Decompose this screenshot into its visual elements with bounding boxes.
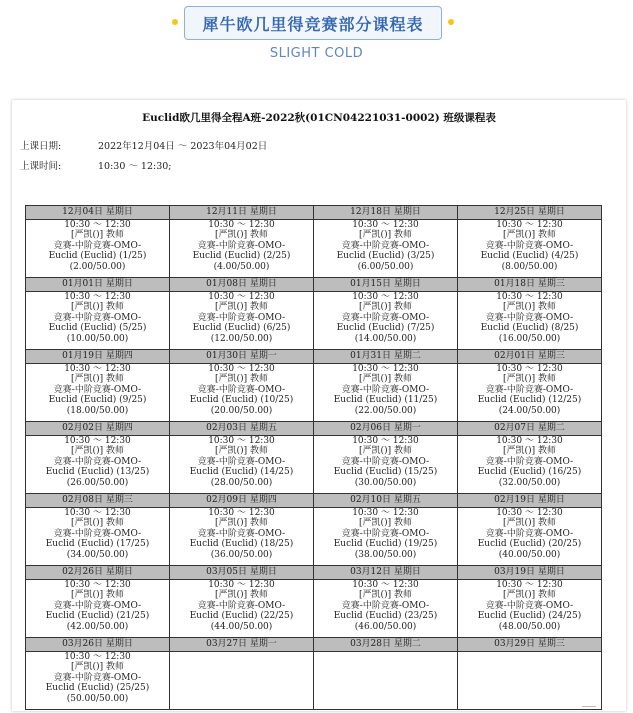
session-teacher: [严凯()] 教师 bbox=[215, 230, 268, 241]
date-header-cell: 03月29日 星期三 bbox=[458, 638, 602, 652]
session-course: 竞赛-中阶竞赛-OMO- bbox=[53, 240, 142, 251]
session-hours: (8.00/50.00) bbox=[501, 261, 558, 272]
session-lesson: Euclid (Euclid) (16/25) bbox=[477, 467, 582, 478]
session-teacher: [严凯()] 教师 bbox=[503, 590, 556, 601]
session-cell bbox=[26, 220, 170, 278]
session-hours: (6.00/50.00) bbox=[357, 261, 414, 272]
session-time: 10:30 ～ 12:30 bbox=[64, 436, 131, 446]
session-lesson: Euclid (Euclid) (22/25) bbox=[189, 611, 294, 622]
session-course: 竞赛-中阶竞赛-OMO- bbox=[53, 672, 142, 683]
session-cell bbox=[314, 580, 458, 638]
date-header-cell: 03月05日 星期日 bbox=[170, 566, 314, 580]
session-teacher: [严凯()] 教师 bbox=[215, 446, 268, 457]
session-time: 10:30 ～ 12:30 bbox=[496, 436, 563, 446]
session-hours: (46.00/50.00) bbox=[354, 621, 417, 632]
session-row bbox=[26, 292, 602, 350]
session-time: 10:30 ～ 12:30 bbox=[64, 220, 131, 230]
session-cell bbox=[170, 436, 314, 494]
session-cell bbox=[458, 364, 602, 422]
session-lesson: Euclid (Euclid) (25/25) bbox=[45, 683, 150, 694]
date-header-cell: 03月26日 星期日 bbox=[26, 638, 170, 652]
session-course: 竞赛-中阶竞赛-OMO- bbox=[53, 528, 142, 539]
session-time: 10:30 ～ 12:30 bbox=[208, 292, 275, 302]
date-header-cell: 01月31日 星期二 bbox=[314, 350, 458, 364]
date-value: 2022年12月04日 ～ 2023年04月02日 bbox=[98, 141, 268, 152]
time-label: 上课时间: bbox=[20, 161, 62, 172]
session-teacher: [严凯()] 教师 bbox=[503, 230, 556, 241]
session-lesson: Euclid (Euclid) (21/25) bbox=[45, 611, 150, 622]
session-cell bbox=[458, 220, 602, 278]
date-header-row bbox=[26, 206, 602, 220]
session-time: 10:30 ～ 12:30 bbox=[64, 508, 131, 518]
session-cell bbox=[314, 508, 458, 566]
session-time: 10:30 ～ 12:30 bbox=[64, 364, 131, 374]
session-course: 竞赛-中阶竞赛-OMO- bbox=[485, 528, 574, 539]
session-lesson: Euclid (Euclid) (20/25) bbox=[477, 539, 582, 550]
session-course: 竞赛-中阶竞赛-OMO- bbox=[341, 528, 430, 539]
session-hours: (38.00/50.00) bbox=[354, 549, 417, 560]
date-header-cell: 02月10日 星期五 bbox=[314, 494, 458, 508]
session-hours: (36.00/50.00) bbox=[210, 549, 273, 560]
session-hours: (20.00/50.00) bbox=[210, 405, 273, 416]
session-course: 竞赛-中阶竞赛-OMO- bbox=[53, 312, 142, 323]
session-hours: (32.00/50.00) bbox=[498, 477, 561, 488]
session-teacher: [严凯()] 教师 bbox=[503, 446, 556, 457]
session-teacher: [严凯()] 教师 bbox=[71, 518, 124, 529]
session-cell bbox=[26, 508, 170, 566]
date-header-row bbox=[26, 494, 602, 508]
session-teacher: [严凯()] 教师 bbox=[215, 302, 268, 313]
page-title: 犀牛欧几里得竞赛部分课程表 bbox=[184, 6, 442, 40]
date-range-row bbox=[20, 138, 267, 152]
session-cell bbox=[314, 436, 458, 494]
session-hours: (24.00/50.00) bbox=[498, 405, 561, 416]
session-course: 竞赛-中阶竞赛-OMO- bbox=[485, 600, 574, 611]
session-lesson: Euclid (Euclid) (9/25) bbox=[48, 395, 147, 406]
session-teacher: [严凯()] 教师 bbox=[359, 446, 412, 457]
session-hours: (12.00/50.00) bbox=[210, 333, 273, 344]
session-hours: (50.00/50.00) bbox=[66, 693, 129, 704]
session-time: 10:30 ～ 12:30 bbox=[496, 364, 563, 374]
session-teacher: [严凯()] 教师 bbox=[503, 518, 556, 529]
session-row bbox=[26, 364, 602, 422]
session-row bbox=[26, 508, 602, 566]
session-time: 10:30 ～ 12:30 bbox=[208, 220, 275, 230]
session-course: 竞赛-中阶竞赛-OMO- bbox=[341, 456, 430, 467]
date-header-cell: 01月01日 星期日 bbox=[26, 278, 170, 292]
date-header-row bbox=[26, 566, 602, 580]
session-teacher: [严凯()] 教师 bbox=[71, 590, 124, 601]
session-hours: (40.00/50.00) bbox=[498, 549, 561, 560]
session-cell bbox=[26, 580, 170, 638]
session-lesson: Euclid (Euclid) (5/25) bbox=[48, 323, 147, 334]
session-hours: (2.00/50.00) bbox=[69, 261, 126, 272]
session-teacher: [严凯()] 教师 bbox=[215, 518, 268, 529]
session-cell bbox=[26, 292, 170, 350]
session-lesson: Euclid (Euclid) (24/25) bbox=[477, 611, 582, 622]
session-hours: (26.00/50.00) bbox=[66, 477, 129, 488]
session-lesson: Euclid (Euclid) (14/25) bbox=[189, 467, 294, 478]
session-time: 10:30 ～ 12:30 bbox=[352, 364, 419, 374]
session-cell bbox=[170, 364, 314, 422]
session-cell bbox=[170, 292, 314, 350]
right-dot-decoration bbox=[448, 19, 454, 25]
session-course: 竞赛-中阶竞赛-OMO- bbox=[53, 384, 142, 395]
session-hours: (18.00/50.00) bbox=[66, 405, 129, 416]
session-lesson: Euclid (Euclid) (6/25) bbox=[192, 323, 291, 334]
session-hours: (48.00/50.00) bbox=[498, 621, 561, 632]
session-course: 竞赛-中阶竞赛-OMO- bbox=[197, 600, 286, 611]
session-row bbox=[26, 652, 602, 710]
session-cell bbox=[170, 652, 314, 710]
session-hours: (10.00/50.00) bbox=[66, 333, 129, 344]
session-lesson: Euclid (Euclid) (4/25) bbox=[480, 251, 579, 262]
session-cell bbox=[26, 436, 170, 494]
session-teacher: [严凯()] 教师 bbox=[359, 518, 412, 529]
session-time: 10:30 ～ 12:30 bbox=[208, 436, 275, 446]
document-title: Euclid欧几里得全程A班-2022秋(01CN04221031-0002) 班级课程表 bbox=[142, 112, 496, 124]
date-header-row bbox=[26, 638, 602, 652]
time-row bbox=[20, 158, 172, 172]
date-header-row bbox=[26, 422, 602, 436]
time-value: 10:30 ～ 12:30; bbox=[98, 161, 172, 172]
session-time: 10:30 ～ 12:30 bbox=[352, 436, 419, 446]
page-header bbox=[0, 0, 633, 96]
session-row bbox=[26, 220, 602, 278]
session-time: 10:30 ～ 12:30 bbox=[64, 652, 131, 662]
session-hours: (16.00/50.00) bbox=[498, 333, 561, 344]
session-lesson: Euclid (Euclid) (11/25) bbox=[333, 395, 438, 406]
date-header-cell: 02月01日 星期三 bbox=[458, 350, 602, 364]
session-teacher: [严凯()] 教师 bbox=[71, 374, 124, 385]
schedule-document bbox=[12, 100, 626, 711]
session-cell bbox=[314, 220, 458, 278]
session-teacher: [严凯()] 教师 bbox=[215, 374, 268, 385]
date-header-cell: 02月08日 星期三 bbox=[26, 494, 170, 508]
session-time: 10:30 ～ 12:30 bbox=[496, 220, 563, 230]
session-hours: (28.00/50.00) bbox=[210, 477, 273, 488]
session-lesson: Euclid (Euclid) (15/25) bbox=[333, 467, 438, 478]
date-header-cell: 01月30日 星期一 bbox=[170, 350, 314, 364]
date-header-cell: 12月04日 星期日 bbox=[26, 206, 170, 220]
session-time: 10:30 ～ 12:30 bbox=[496, 508, 563, 518]
date-header-cell: 02月09日 星期四 bbox=[170, 494, 314, 508]
date-header-cell: 02月19日 星期日 bbox=[458, 494, 602, 508]
session-course: 竞赛-中阶竞赛-OMO- bbox=[485, 384, 574, 395]
date-header-cell: 02月26日 星期日 bbox=[26, 566, 170, 580]
session-course: 竞赛-中阶竞赛-OMO- bbox=[485, 240, 574, 251]
session-time: 10:30 ～ 12:30 bbox=[352, 292, 419, 302]
session-cell bbox=[26, 652, 170, 710]
session-teacher: [严凯()] 教师 bbox=[71, 302, 124, 313]
session-hours: (34.00/50.00) bbox=[66, 549, 129, 560]
session-lesson: Euclid (Euclid) (3/25) bbox=[336, 251, 435, 262]
date-header-cell: 03月27日 星期一 bbox=[170, 638, 314, 652]
session-hours: (44.00/50.00) bbox=[210, 621, 273, 632]
corner-mark bbox=[582, 700, 596, 707]
date-label: 上课日期: bbox=[20, 141, 62, 152]
session-cell bbox=[170, 580, 314, 638]
session-course: 竞赛-中阶竞赛-OMO- bbox=[341, 600, 430, 611]
session-row bbox=[26, 580, 602, 638]
session-cell bbox=[170, 220, 314, 278]
session-cell bbox=[458, 508, 602, 566]
session-course: 竞赛-中阶竞赛-OMO- bbox=[197, 528, 286, 539]
session-time: 10:30 ～ 12:30 bbox=[352, 220, 419, 230]
session-cell bbox=[314, 652, 458, 710]
session-course: 竞赛-中阶竞赛-OMO- bbox=[485, 456, 574, 467]
date-header-row bbox=[26, 350, 602, 364]
session-lesson: Euclid (Euclid) (19/25) bbox=[333, 539, 438, 550]
session-lesson: Euclid (Euclid) (17/25) bbox=[45, 539, 150, 550]
session-hours: (14.00/50.00) bbox=[354, 333, 417, 344]
session-time: 10:30 ～ 12:30 bbox=[64, 580, 131, 590]
session-course: 竞赛-中阶竞赛-OMO- bbox=[53, 456, 142, 467]
session-lesson: Euclid (Euclid) (10/25) bbox=[189, 395, 294, 406]
session-time: 10:30 ～ 12:30 bbox=[208, 580, 275, 590]
session-cell bbox=[458, 580, 602, 638]
session-lesson: Euclid (Euclid) (13/25) bbox=[45, 467, 150, 478]
date-header-cell: 01月15日 星期日 bbox=[314, 278, 458, 292]
session-teacher: [严凯()] 教师 bbox=[215, 590, 268, 601]
session-cell bbox=[458, 652, 602, 710]
date-header-cell: 01月18日 星期三 bbox=[458, 278, 602, 292]
date-header-cell: 03月19日 星期日 bbox=[458, 566, 602, 580]
session-course: 竞赛-中阶竞赛-OMO- bbox=[341, 384, 430, 395]
date-header-cell: 01月19日 星期四 bbox=[26, 350, 170, 364]
session-time: 10:30 ～ 12:30 bbox=[352, 580, 419, 590]
session-cell bbox=[314, 364, 458, 422]
session-teacher: [严凯()] 教师 bbox=[503, 302, 556, 313]
session-course: 竞赛-中阶竞赛-OMO- bbox=[485, 312, 574, 323]
session-teacher: [严凯()] 教师 bbox=[359, 302, 412, 313]
session-course: 竞赛-中阶竞赛-OMO- bbox=[197, 240, 286, 251]
session-cell bbox=[458, 436, 602, 494]
left-dot-decoration bbox=[172, 19, 178, 25]
session-lesson: Euclid (Euclid) (8/25) bbox=[480, 323, 579, 334]
session-course: 竞赛-中阶竞赛-OMO- bbox=[341, 240, 430, 251]
session-hours: (30.00/50.00) bbox=[354, 477, 417, 488]
date-header-cell: 02月02日 星期四 bbox=[26, 422, 170, 436]
session-lesson: Euclid (Euclid) (23/25) bbox=[333, 611, 438, 622]
session-course: 竞赛-中阶竞赛-OMO- bbox=[197, 384, 286, 395]
session-cell bbox=[314, 292, 458, 350]
date-header-cell: 12月25日 星期日 bbox=[458, 206, 602, 220]
session-teacher: [严凯()] 教师 bbox=[359, 230, 412, 241]
session-course: 竞赛-中阶竞赛-OMO- bbox=[341, 312, 430, 323]
session-time: 10:30 ～ 12:30 bbox=[208, 364, 275, 374]
session-cell bbox=[26, 364, 170, 422]
session-course: 竞赛-中阶竞赛-OMO- bbox=[197, 312, 286, 323]
session-course: 竞赛-中阶竞赛-OMO- bbox=[197, 456, 286, 467]
session-teacher: [严凯()] 教师 bbox=[71, 662, 124, 673]
session-cell bbox=[458, 292, 602, 350]
session-lesson: Euclid (Euclid) (2/25) bbox=[192, 251, 291, 262]
page-subtitle: SLIGHT COLD bbox=[269, 46, 364, 61]
session-time: 10:30 ～ 12:30 bbox=[208, 508, 275, 518]
session-teacher: [严凯()] 教师 bbox=[71, 230, 124, 241]
session-time: 10:30 ～ 12:30 bbox=[496, 580, 563, 590]
session-teacher: [严凯()] 教师 bbox=[503, 374, 556, 385]
date-header-cell: 03月28日 星期二 bbox=[314, 638, 458, 652]
session-hours: (22.00/50.00) bbox=[354, 405, 417, 416]
session-teacher: [严凯()] 教师 bbox=[71, 446, 124, 457]
date-header-cell: 12月11日 星期日 bbox=[170, 206, 314, 220]
session-teacher: [严凯()] 教师 bbox=[359, 590, 412, 601]
session-lesson: Euclid (Euclid) (7/25) bbox=[336, 323, 435, 334]
session-lesson: Euclid (Euclid) (18/25) bbox=[189, 539, 294, 550]
session-row bbox=[26, 436, 602, 494]
date-header-cell: 12月18日 星期日 bbox=[314, 206, 458, 220]
session-time: 10:30 ～ 12:30 bbox=[352, 508, 419, 518]
date-header-cell: 01月08日 星期日 bbox=[170, 278, 314, 292]
date-header-cell: 02月03日 星期五 bbox=[170, 422, 314, 436]
session-lesson: Euclid (Euclid) (1/25) bbox=[48, 251, 147, 262]
session-time: 10:30 ～ 12:30 bbox=[496, 292, 563, 302]
date-header-cell: 02月07日 星期二 bbox=[458, 422, 602, 436]
session-teacher: [严凯()] 教师 bbox=[359, 374, 412, 385]
date-header-cell: 02月06日 星期一 bbox=[314, 422, 458, 436]
session-course: 竞赛-中阶竞赛-OMO- bbox=[53, 600, 142, 611]
session-hours: (4.00/50.00) bbox=[213, 261, 270, 272]
date-header-cell: 03月12日 星期日 bbox=[314, 566, 458, 580]
session-time: 10:30 ～ 12:30 bbox=[64, 292, 131, 302]
session-lesson: Euclid (Euclid) (12/25) bbox=[477, 395, 582, 406]
session-hours: (42.00/50.00) bbox=[66, 621, 129, 632]
schedule-table bbox=[25, 205, 602, 710]
date-header-row bbox=[26, 278, 602, 292]
session-cell bbox=[170, 508, 314, 566]
